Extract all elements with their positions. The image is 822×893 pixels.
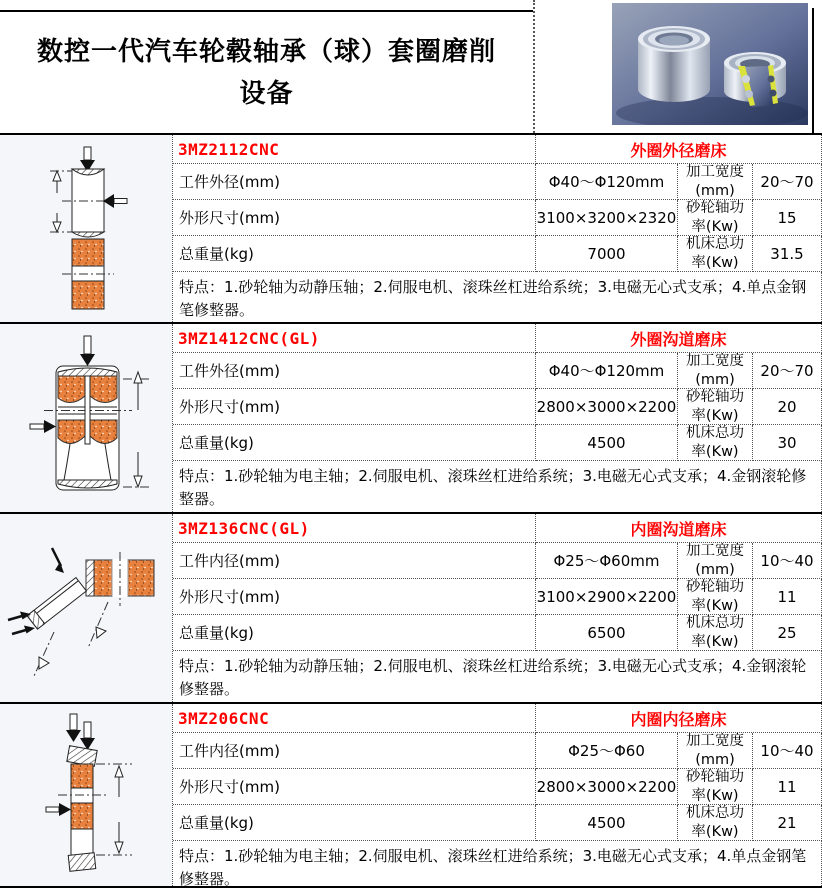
spec-label: 外形尺寸(mm): [173, 579, 536, 615]
spec-sub-value: 10～40: [753, 543, 822, 579]
spec-table-1: [172, 135, 822, 322]
spec-value: 2800×3000×2200: [536, 769, 678, 805]
spec-sub-label: 机床总功率(Kw): [678, 236, 753, 272]
spec-sub-label: 机床总功率(Kw): [678, 615, 753, 651]
machine-type-header: 外圈沟道磨床: [536, 324, 822, 353]
features-text: 特点：1.砂轮轴为动静压轴；2.伺服电机、滚珠丝杠进给系统；3.电磁无心式支承；4.单点金钢笔修整器。: [173, 272, 822, 322]
product-section-2: [0, 322, 822, 512]
spec-label: 总重量(kg): [173, 425, 536, 461]
machine-type-header: 外圈外径磨床: [536, 135, 822, 164]
spec-label: 外形尺寸(mm): [173, 200, 536, 236]
spec-value: Φ40～Φ120mm: [536, 353, 678, 389]
spec-sub-value: 21: [753, 805, 822, 841]
header: [0, 0, 822, 133]
spec-value: 7000: [536, 236, 678, 272]
product-section-1: [0, 133, 822, 322]
spec-label: 总重量(kg): [173, 805, 536, 841]
spec-value: 3100×2900×2200: [536, 579, 678, 615]
spec-sub-value: 11: [753, 769, 822, 805]
spec-label: 工件内径(mm): [173, 543, 536, 579]
diagram-outer-ring-od-grinding: [0, 135, 172, 322]
spec-sub-label: 砂轮轴功率(Kw): [678, 769, 753, 805]
model-number: 3MZ2112CNC: [173, 135, 536, 164]
bore-grinding-diagram: [0, 704, 172, 886]
spec-sub-value: 31.5: [753, 236, 822, 272]
features-text: 特点：1.砂轮轴为电主轴；2.伺服电机、滚珠丝杠进给系统；3.电磁无心式支承；4.金钢滚轮修整器。: [173, 461, 822, 512]
model-number: 3MZ206CNC: [173, 704, 536, 733]
features-text: 特点：1.砂轮轴为动静压轴；2.伺服电机、滚珠丝杠进给系统；3.电磁无心式支承；4.金钢滚轮修整器。: [173, 651, 822, 702]
product-section-3: [0, 512, 822, 702]
spec-label: 工件外径(mm): [173, 164, 536, 200]
spec-sub-label: 砂轮轴功率(Kw): [678, 200, 753, 236]
spec-value: Φ40～Φ120mm: [536, 164, 678, 200]
spec-table-2: [172, 324, 822, 512]
outer-groove-diagram: [0, 324, 172, 512]
header-right-border: [812, 8, 814, 133]
spec-table-3: [172, 514, 822, 702]
spec-value: Φ25～Φ60: [536, 733, 678, 769]
od-grinding-diagram: [0, 135, 172, 322]
spec-label: 外形尺寸(mm): [173, 389, 536, 425]
spec-label: 总重量(kg): [173, 236, 536, 272]
spec-sub-value: 10～40: [753, 733, 822, 769]
spec-value: 2800×3000×2200: [536, 389, 678, 425]
page-bottom-border: [0, 886, 822, 888]
title-cell: [0, 10, 533, 135]
spec-label: 工件外径(mm): [173, 353, 536, 389]
diagram-inner-ring-groove-grinding: [0, 514, 172, 702]
page-title: 数控一代汽车轮毂轴承（球）套圈磨削设备: [36, 36, 496, 109]
product-section-4: [0, 702, 822, 886]
spec-sub-value: 30: [753, 425, 822, 461]
spec-sub-value: 20～70: [753, 164, 822, 200]
inner-groove-diagram: [0, 514, 172, 702]
header-divider: [533, 0, 535, 133]
spec-value: Φ25～Φ60mm: [536, 543, 678, 579]
spec-value: 4500: [536, 425, 678, 461]
spec-sub-label: 加工宽度(mm): [678, 733, 753, 769]
bearing-photo: [612, 3, 808, 125]
machine-type-header: 内圈内径磨床: [536, 704, 822, 733]
spec-sub-label: 砂轮轴功率(Kw): [678, 579, 753, 615]
spec-sub-value: 11: [753, 579, 822, 615]
spec-sub-label: 机床总功率(Kw): [678, 805, 753, 841]
spec-table-4: [172, 704, 822, 886]
spec-label: 总重量(kg): [173, 615, 536, 651]
spec-sub-label: 砂轮轴功率(Kw): [678, 389, 753, 425]
spec-sub-label: 机床总功率(Kw): [678, 425, 753, 461]
spec-sub-label: 加工宽度(mm): [678, 164, 753, 200]
spec-sub-label: 加工宽度(mm): [678, 353, 753, 389]
diagram-outer-ring-groove-grinding: [0, 324, 172, 512]
spec-sub-value: 20: [753, 389, 822, 425]
spec-sub-value: 15: [753, 200, 822, 236]
features-text: 特点：1.砂轮轴为电主轴；2.伺服电机、滚珠丝杠进给系统；3.电磁无心式支承；4.单点金钢笔修整器。: [173, 841, 822, 886]
diagram-inner-ring-bore-grinding: [0, 704, 172, 886]
spec-value: 6500: [536, 615, 678, 651]
spec-value: 4500: [536, 805, 678, 841]
model-number: 3MZ1412CNC(GL): [173, 324, 536, 353]
machine-type-header: 内圈沟道磨床: [536, 514, 822, 543]
spec-sub-label: 加工宽度(mm): [678, 543, 753, 579]
spec-sub-value: 20～70: [753, 353, 822, 389]
model-number: 3MZ136CNC(GL): [173, 514, 536, 543]
bearing-photo-illustration: [612, 3, 808, 125]
spec-value: 3100×3200×2320: [536, 200, 678, 236]
spec-sub-value: 25: [753, 615, 822, 651]
spec-label: 外形尺寸(mm): [173, 769, 536, 805]
spec-label: 工件内径(mm): [173, 733, 536, 769]
